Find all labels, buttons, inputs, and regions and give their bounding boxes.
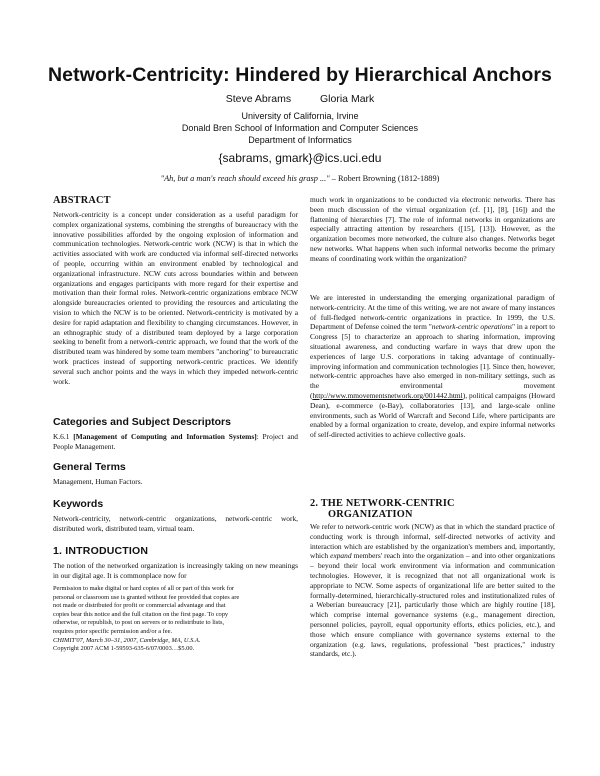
environmental-movement-link[interactable]: http://www.mmovementsnetwork.org/001442.html	[312, 390, 463, 400]
affiliation-line: University of California, Irvine	[241, 111, 359, 121]
author-name: Gloria Mark	[320, 93, 375, 105]
keywords-text: Network-centricity, network-centric organizations, network-centric work, distributed work, distributed team, virtual team.	[53, 514, 298, 533]
permission-line: requires prior specific permission and/or a fee.	[53, 627, 173, 635]
abstract-text: Network-centricity is a concept under consideration as a useful paradigm for complex organizational systems, combining the strengths of bureaucracy with the innovative possibilities afforded by the ongoing explosion of information and communication technologies. Network-centric work (NCW) is that in which the activities associated with work are conducted via informal self-directed networks of people, occurring within an environment enabled by technological and organizational infrastructure. NCW cuts across boundaries within and between organizations and engages participants with more regard for their expertise and motivation than their formal roles. Network-centric organizations embrace NCW alongside bureaucracies oriented to providing the resources and articulating the vision to which the NCW is to be oriented. Network-centricity is motivated by a desire for rapid adaptation and flexibility to changing circumstances. However, in an ethnographic study of a distributed team deployed by a large corporation seeking to benefit from a network-centric approach, we found that the work of the distributed team was hindered by some team members "anchoring" to bureaucratic work practices instead of supporting network-centric practices. We identify several such anchor points and the ways in which they impeded network-centric work.	[53, 210, 298, 386]
abstract-heading: ABSTRACT	[53, 195, 111, 206]
paragraph	[310, 293, 555, 440]
categories-code: K.6.1	[53, 432, 74, 441]
keywords-heading: Keywords	[53, 498, 104, 510]
paragraph: much work in organizations to be conducted via electronic networks. There has been much discussion of the virtual organization (cf. [1], [8], [16]) and the flattening of hierarchies [7]. The role of informal networks in organizations are especially attracting attention by researchers ([15], [13]). However, as the organization becomes more networked, the culture also changes. Networks beget new networks. What happens when such informal networks become the primary means of coordinating work within the organization?	[310, 195, 555, 263]
introduction-section	[53, 545, 298, 581]
categories-heading: Categories and Subject Descriptors	[53, 416, 231, 428]
italic-term: network-centric operations	[431, 322, 513, 332]
epigraph-attribution: – Robert Browning (1812-1889)	[329, 174, 440, 183]
author-list	[0, 93, 600, 105]
conference-line: CHIMIT'07, March 30–31, 2007, Cambridge, MA, U.S.A.	[53, 636, 201, 644]
permission-line: not made or distributed for profit or commercial advantage and that	[53, 602, 226, 610]
intro-continued	[310, 195, 555, 264]
paragraph-text: " in a report to Congress [5] to characterize an approach to sharing information, improving situational awareness, and conducting warfare in ways that drew upon the experiences of large U.S. corporations in taking advantage of continually-improving information and communication technologies [1]. Since then, however, network-centric approaches have also emerged in non-military settings, such as the environmental movement (	[310, 322, 555, 400]
permission-line: otherwise, or republish, to post on servers or to redistribute to lists,	[53, 619, 225, 627]
paper-title: Network-Centricity: Hindered by Hierarchical Anchors	[47, 64, 553, 86]
general-terms-section	[53, 461, 298, 487]
abstract-section	[53, 195, 298, 386]
introduction-heading: 1. INTRODUCTION	[53, 545, 149, 557]
categories-bold: [Management of Computing and Information Systems]	[73, 432, 257, 441]
epigraph-quote: "Ah, but a man's reach should exceed his grasp ..."	[160, 174, 330, 183]
copyright-line: Copyright 2007 ACM 1-59593-635-6/07/0003…$5.00.	[53, 645, 195, 653]
permission-line: personal or classroom use is granted without fee provided that copies are	[53, 593, 240, 601]
paragraph	[310, 522, 555, 659]
keywords-section	[53, 498, 298, 534]
categories-rest: : Project and People Management.	[53, 432, 298, 451]
paragraph-text: We refer to network-centric work (NCW) as that in which the standard practice of conducting work is through informal, self-directed networks of activity and interaction which are established by the organization's members and, importantly, which	[310, 522, 555, 561]
introduction-text: The notion of the networked organization is increasingly taking on new meanings in our digital age. It is commonplace now for	[53, 561, 298, 580]
affiliation-line: Department of Informatics	[248, 135, 352, 145]
general-terms-text: Management, Human Factors.	[53, 477, 143, 486]
paragraph-text: We are interested in understanding the emerging organizational paradigm of network-centricity. At the time of this writing, we are not aware of many instances of full-fledged network-centric organizations in practice. In 1999, the U.S. Department of Defense coined the term "	[310, 293, 555, 332]
paragraph-text: ), political campaigns (Howard Dean), e-commerce (e-Bay), collaboratories [13], and large-scale online environments, such as World of Warcraft and Second Life, where participants are enabled by a formal organization to create, develop, and expire informal networks of self-directed activities to achieve collective goals.	[310, 390, 555, 440]
intro-paragraph-2	[310, 293, 555, 440]
section-2-heading: 2. THE NETWORK-CENTRIC	[310, 498, 455, 509]
section-2	[310, 498, 555, 659]
general-terms-heading: General Terms	[53, 461, 126, 473]
italic-term: expand	[330, 551, 352, 561]
author-email[interactable]: {sabrams, gmark}@ics.uci.edu	[218, 151, 382, 165]
categories-section	[53, 416, 298, 452]
permission-line: copies bear this notice and the full citation on the first page. To copy	[53, 610, 229, 618]
affiliation-line: Donald Bren School of Information and Computer Sciences	[181, 123, 419, 133]
paragraph-text: members' reach into the organization – and into other organizations – beyond their local work environment via information and communication technologies. However, it is recognized that not all organizational work is appropriate to NCW. Some aspects of organizational life are better suited to the formally-determined, hierarchically-structured roles and institutionalized rules of a Weberian bureaucracy [21], particularly those which are highly routine [18], which comprise internal governance systems (e.g., management direction, personnel policies, payroll, equal opportunity efforts, ethics policies, etc.), and those which ensure compliance with governance systems external to the organization (e.g. laws, regulations, professional "best practices," industry standards, etc.).	[310, 551, 555, 659]
epigraph	[0, 174, 600, 183]
categories-text	[53, 432, 298, 452]
permission-block	[53, 585, 298, 654]
section-2-heading-line-2: ORGANIZATION	[328, 509, 413, 520]
author-name: Steve Abrams	[225, 93, 292, 105]
permission-line: Permission to make digital or hard copies of all or part of this work for	[53, 585, 235, 592]
